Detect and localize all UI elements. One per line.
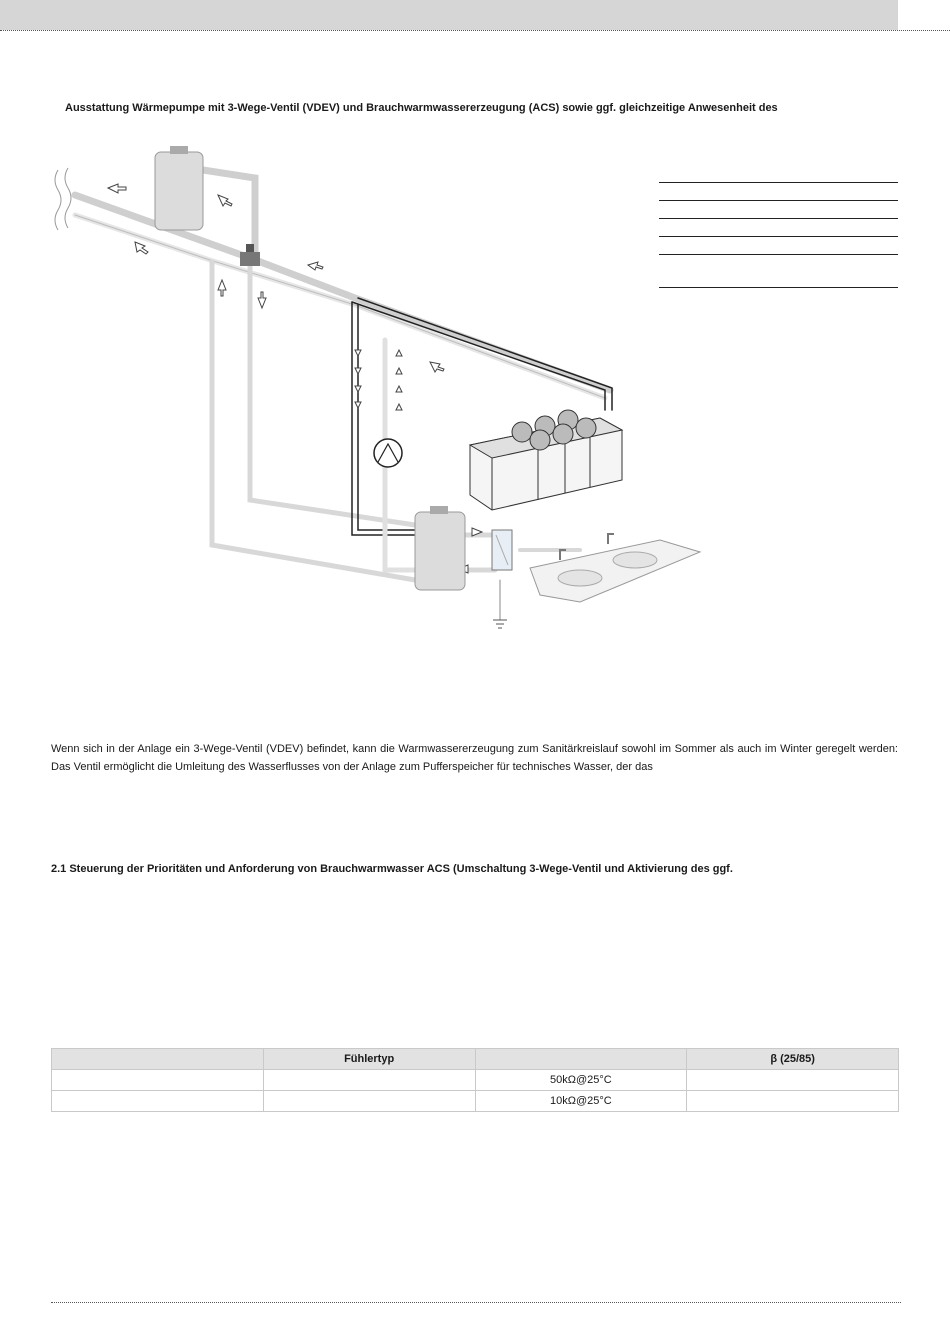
header-rule [0, 30, 950, 31]
storage-tank-bottom-icon [415, 506, 465, 590]
table-header-cell: β (25/85) [687, 1049, 899, 1070]
table-cell [687, 1091, 899, 1112]
heat-exchanger-icon [492, 530, 512, 570]
legend-line [659, 182, 898, 183]
section-title: Ausstattung Wärmepumpe mit 3-Wege-Ventil (VDEV) und Brauchwarmwassererzeugung (ACS) sowie ggf. gleichzeitige Anwesenheit des [65, 102, 778, 114]
table-header-cell [475, 1049, 687, 1070]
pipe-network [75, 170, 612, 620]
legend-line [659, 200, 898, 201]
table-cell [687, 1070, 899, 1091]
pump-icon [374, 439, 402, 467]
footer-rule [51, 1302, 901, 1303]
pipe-break-symbol [55, 168, 71, 230]
heat-pump-diagram [40, 140, 920, 640]
sensor-table [51, 1048, 899, 1112]
heat-pump-unit-icon [470, 410, 622, 510]
sink-icon [530, 534, 700, 602]
legend-line [659, 287, 898, 288]
legend-line [659, 236, 898, 237]
ground-icon [493, 620, 507, 628]
table-cell: 10kΩ@25°C [475, 1091, 687, 1112]
legend-line [659, 218, 898, 219]
table-header-cell: Fühlertyp [263, 1049, 475, 1070]
table-cell [263, 1070, 475, 1091]
table-row [52, 1091, 899, 1112]
body-paragraph: Wenn sich in der Anlage ein 3-Wege-Ventil (VDEV) befindet, kann die Warmwassererzeugung zum Sanitärkreislauf sowohl im Sommer als auch im Winter geregelt werden: Das Ventil ermöglicht die Umleitung des Wasserflusses von der Anlage zum Pufferspeicher für technisches Wasser, der das [51, 743, 898, 773]
table-cell [52, 1091, 264, 1112]
header-band [0, 0, 898, 30]
subsection-title: 2.1 Steuerung der Prioritäten und Anforderung von Brauchwarmwasser ACS (Umschaltung 3-Wege-Ventil und Aktivierung des ggf. [51, 863, 733, 875]
legend-line [659, 254, 898, 255]
table-row [52, 1070, 899, 1091]
table-cell [52, 1070, 264, 1091]
storage-tank-top-icon [155, 146, 203, 230]
table-cell: 50kΩ@25°C [475, 1070, 687, 1091]
table-header-cell [52, 1049, 264, 1070]
table-header-row [52, 1049, 899, 1070]
table-cell [263, 1091, 475, 1112]
